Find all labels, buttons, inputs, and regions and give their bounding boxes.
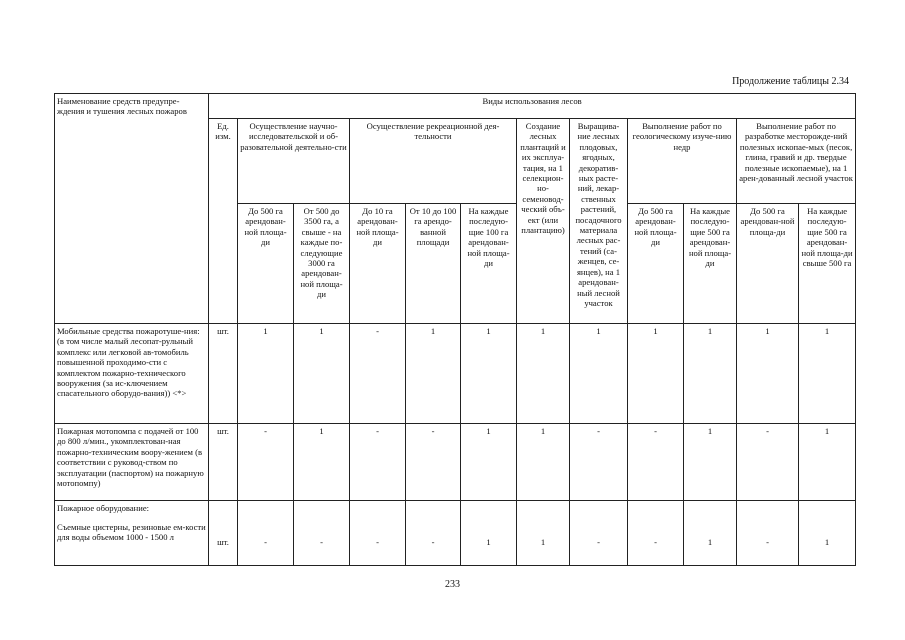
value-cell: 1 bbox=[461, 520, 517, 566]
subheader-cell: На каждые последую-щие 500 га арендован-ной площа-ди свыше 500 га bbox=[799, 204, 856, 324]
row-name: Мобильные средства пожаротуше-ния: (в том числе малый лесопат-рульный комплекс или легковой ав-томобиль повышенной проходимо-сти с комплектом пожарно-технического вооружения (за ис-ключением спасательного оборудо-вания)) <*> bbox=[55, 324, 209, 424]
header-growing: Выращива-ние лесных плодовых, ягодных, декоратив-ных расте-ний, лекар-ственных растений, посадочного материала лесных рас-тений (са-женцев, се-янцев), на 1 арендован-ный лесной участок bbox=[570, 119, 628, 324]
value-cell: - bbox=[628, 520, 684, 566]
value-cell: 1 bbox=[799, 424, 856, 501]
subheader-cell: До 10 га арендован-ной площа-ди bbox=[350, 204, 406, 324]
subheader-cell: От 10 до 100 га арендо-ванной площади bbox=[406, 204, 461, 324]
header-name-column: Наименование средств предупре-ждения и тушения лесных пожаров bbox=[55, 94, 209, 324]
row-unit: шт. bbox=[209, 324, 238, 424]
value-cell: - bbox=[570, 520, 628, 566]
subheader-cell: На каждые последую-щие 100 га арендован-ной площа-ди bbox=[461, 204, 517, 324]
value-cell: 1 bbox=[294, 324, 350, 424]
value-cell: - bbox=[238, 424, 294, 501]
row-unit: шт. bbox=[209, 520, 238, 566]
value-cell: 1 bbox=[238, 324, 294, 424]
table-continuation-caption: Продолжение таблицы 2.34 bbox=[732, 76, 849, 87]
value-cell: - bbox=[406, 520, 461, 566]
value-cell: 1 bbox=[684, 324, 737, 424]
header-recreation: Осуществление рекреационной дея-тельности bbox=[350, 119, 517, 204]
subheader-cell: До 500 га арендован-ной площа-ди bbox=[737, 204, 799, 324]
subheader-cell: На каждые последую-щие 500 га арендован-ной площа-ди bbox=[684, 204, 737, 324]
value-cell: 1 bbox=[461, 424, 517, 501]
value-cell: 1 bbox=[684, 424, 737, 501]
value-cell: 1 bbox=[737, 324, 799, 424]
value-cell: 1 bbox=[517, 520, 570, 566]
page-number: 233 bbox=[445, 579, 460, 590]
value-cell: - bbox=[737, 424, 799, 501]
value-cell: - bbox=[350, 520, 406, 566]
subheader-cell: До 500 га арендован-ной площа-ди bbox=[628, 204, 684, 324]
row-heading: Пожарное оборудование: bbox=[55, 501, 209, 520]
value-cell: - bbox=[737, 520, 799, 566]
row-unit: шт. bbox=[209, 424, 238, 501]
value-cell: 1 bbox=[799, 520, 856, 566]
header-plantations: Создание лесных плантаций и их эксплуа-тация, на 1 селекцион-но-семеновод-ческий объ-ект (или плантацию) bbox=[517, 119, 570, 324]
value-cell: 1 bbox=[294, 424, 350, 501]
value-cell: - bbox=[350, 324, 406, 424]
value-cell: - bbox=[570, 424, 628, 501]
header-science: Осуществление научно-исследовательской и об-разовательной деятельно-сти bbox=[238, 119, 350, 204]
forest-fire-equipment-table bbox=[54, 93, 856, 566]
value-cell: - bbox=[406, 424, 461, 501]
header-minerals: Выполнение работ по разработке месторожде-ний полезных ископае-мых (песок, глина, гравий и др. твердые полезные ископаемые), на 1 арен-дованный лесной участок bbox=[737, 119, 856, 204]
header-unit: Ед. изм. bbox=[209, 119, 238, 324]
value-cell: - bbox=[294, 520, 350, 566]
value-cell: 1 bbox=[406, 324, 461, 424]
value-cell: 1 bbox=[570, 324, 628, 424]
table-row bbox=[55, 424, 856, 501]
value-cell: - bbox=[238, 520, 294, 566]
table-row bbox=[55, 324, 856, 424]
row-name: Съемные цистерны, резиновые ем-кости для воды объемом 1000 - 1500 л bbox=[55, 520, 209, 566]
row-name: Пожарная мотопомпа с подачей от 100 до 800 л/мин., укомплектован-ная пожарно-техническим воору-жением (в соответствии с руковод-ством по эксплуатации (паспортом) на пожарную мотопомпу) bbox=[55, 424, 209, 501]
value-cell: 1 bbox=[684, 520, 737, 566]
header-uses-title: Виды использования лесов bbox=[209, 94, 856, 119]
value-cell: 1 bbox=[517, 424, 570, 501]
value-cell: - bbox=[350, 424, 406, 501]
subheader-cell: От 500 до 3500 га, а свыше - на каждые по-следующие 3000 га арендован-ной площа-ди bbox=[294, 204, 350, 324]
value-cell: 1 bbox=[461, 324, 517, 424]
value-cell: - bbox=[628, 424, 684, 501]
table-row bbox=[55, 501, 856, 520]
subheader-cell: До 500 га арендован-ной площа-ди bbox=[238, 204, 294, 324]
value-cell: 1 bbox=[799, 324, 856, 424]
table-row bbox=[55, 520, 856, 566]
header-geology: Выполнение работ по геологическому изуче-нию недр bbox=[628, 119, 737, 204]
value-cell: 1 bbox=[628, 324, 684, 424]
value-cell: 1 bbox=[517, 324, 570, 424]
